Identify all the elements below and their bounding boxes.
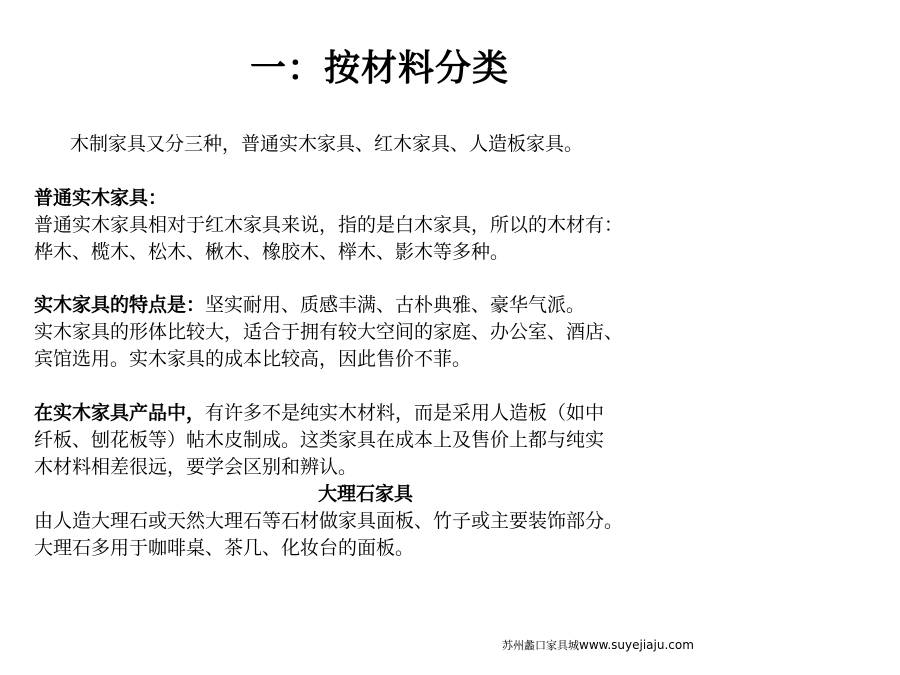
- footer-url: www.suyejiaju.com: [579, 638, 694, 652]
- section-features-line: [34, 292, 585, 319]
- section-text-solid-wood-1: 普通实木家具相对于红木家具来说，指的是白木家具，所以的木材有：: [34, 214, 624, 236]
- intro-text: 木制家具又分三种，普通实木家具、红木家具、人造板家具。: [70, 133, 584, 155]
- section-text-marble-2: 大理石多用于咖啡桌、茶几、化妆台的面板。: [34, 537, 415, 559]
- page-title: 一：按材料分类: [250, 47, 510, 89]
- section-heading-products: 在实木家具产品中，: [34, 402, 206, 424]
- section-features-summary: 坚实耐用、质感丰满、古朴典雅、豪华气派。: [205, 294, 586, 316]
- footer-credit: [502, 637, 694, 653]
- section-heading-solid-wood: 普通实木家具：: [34, 187, 168, 209]
- section-text-products-2: 木材料相差很远，要学会区别和辨认。: [34, 456, 358, 478]
- section-heading-features: 实木家具的特点是：: [34, 294, 206, 316]
- section-products-line: [34, 400, 604, 427]
- section-text-marble-1: 由人造大理石或天然大理石等石材做家具面板、竹子或主要装饰部分。: [34, 510, 624, 532]
- section-text-products-1: 纤板、刨花板等）帖木皮制成。这类家具在成本上及售价上都与纯实: [34, 429, 605, 451]
- section-products-summary: 有许多不是纯实木材料，而是采用人造板（如中: [205, 402, 605, 424]
- section-text-solid-wood-2: 桦木、榄木、松木、楸木、橡胶木、榉木、影木等多种。: [34, 241, 510, 263]
- section-heading-marble: 大理石家具: [318, 483, 414, 505]
- section-text-features-1: 实木家具的形体比较大，适合于拥有较大空间的家庭、办公室、酒店、: [34, 321, 624, 343]
- section-text-features-2: 宾馆选用。实木家具的成本比较高，因此售价不菲。: [34, 348, 472, 370]
- footer-company: 苏州蠡口家具城: [502, 639, 579, 652]
